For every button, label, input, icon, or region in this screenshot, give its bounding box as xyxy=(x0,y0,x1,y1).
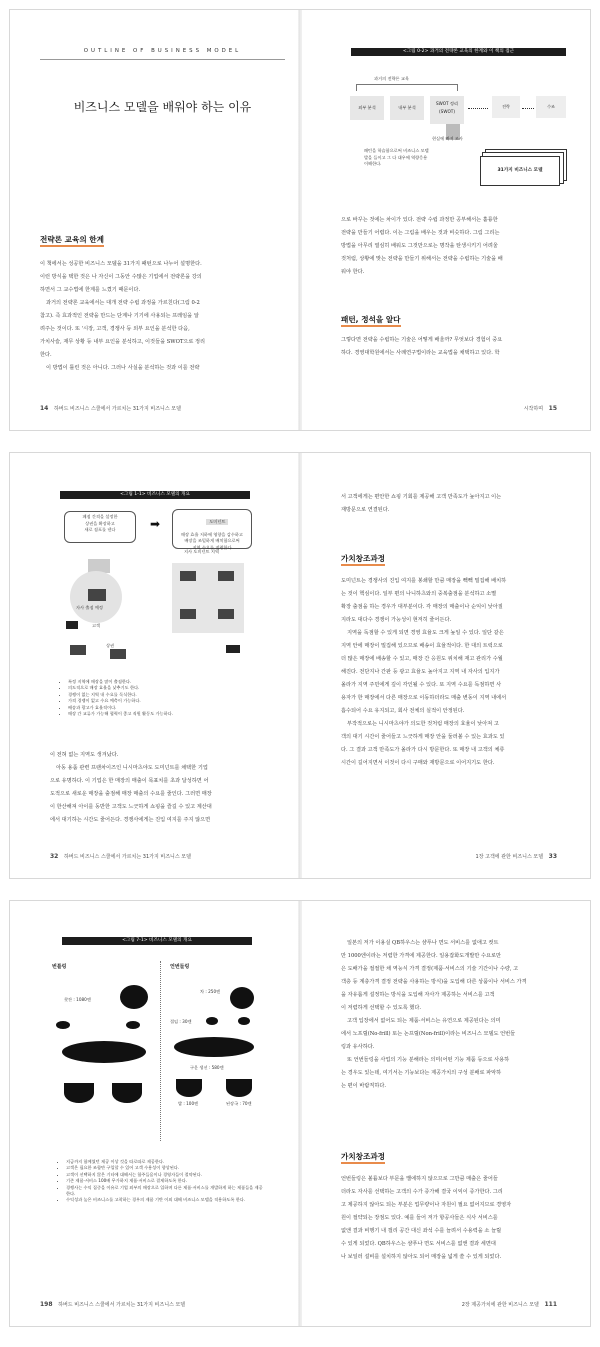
body-line: 지역을 독점할 수 있게 되면 경영 효율도 크게 높일 수 있다. 일단 같은 xyxy=(347,630,504,636)
figure-diagram xyxy=(50,951,260,1151)
body-line: 도적으로 새로운 매장을 출점해 매장 매출의 수요를 줄인다. 그러면 매장 xyxy=(50,791,212,797)
fish-plate-icon xyxy=(174,1037,254,1057)
step-external: 외부 분석 xyxy=(350,96,384,120)
figure-caption xyxy=(60,1159,266,1204)
page-14 xyxy=(10,10,300,430)
caption-item: • 지금까지 함께였던 제공 이상 것을 따로따로 제공한다. xyxy=(66,1159,266,1165)
body-line: 객의 대기 시간이 줄어들고 느긋하게 매장 안을 둘러볼 수 있는 효과도 있 xyxy=(341,734,505,740)
column-label-unbundling: 언번들링 xyxy=(170,964,190,970)
body-line: 이 책에서는 성공한 비즈니스 모델을 31가지 패턴으로 나누어 설명한다. xyxy=(40,261,202,267)
teapot-icon xyxy=(230,987,254,1009)
body-line: 이 저렴하게 선택할 수 있도록 했다. xyxy=(341,1005,422,1011)
body-line: 흡수되어 수요 유지되고, 회사 전체의 실적이 안정된다. xyxy=(341,708,465,714)
soup-bowl-icon xyxy=(226,1079,252,1097)
body-line: 을 자유롭게 설정하는 방식을 도입해 자사가 제공하는 서비스를 고객 xyxy=(341,992,495,998)
footer-title: 하버드 비즈니스 스쿨에서 가르치는 31가지 비즈니스 모델 xyxy=(58,1302,186,1308)
body-line: 지역 안에 매장이 밀집해 있으므로 배송이 효율적이다. 한 대의 트럭으로 xyxy=(341,643,503,649)
map-left xyxy=(64,549,136,667)
map-label: 상권 xyxy=(106,643,115,648)
body-line: 올라가 지역 주민에게 깊이 각인될 수 있다. 또 지역 수요를 독점하면 사 xyxy=(341,682,502,688)
body-line: 이 전혀 없는 지역도 생겨났다. xyxy=(50,752,119,758)
body-line: 한다. xyxy=(40,352,52,358)
body-line: 에서 노프릴(No-frill) 또는 논프릴(Non-frill)이라는 비즈니스 모델도 언번들 xyxy=(341,1031,516,1037)
arrow-right-icon: ➡ xyxy=(150,517,161,531)
truck-icon xyxy=(66,621,78,629)
map-label: 자사 출점 예정 xyxy=(76,605,103,610)
page-number: 15 xyxy=(548,405,557,412)
caption-item: • 고객은 필요한 조합만 구입할 수 있어 고객 수용성이 향상된다. xyxy=(66,1165,266,1171)
footer-title: 1장 고객에 관한 비즈니스 모델 xyxy=(475,854,544,860)
page-footer xyxy=(50,853,191,860)
footer-title: 하버드 비즈니스 스쿨에서 가르치는 31가지 비즈니스 모델 xyxy=(63,854,191,860)
body-line: 도미넌트는 경쟁사의 진입 여지를 봉쇄할 만큼 매장을 빽빽 밀집해 배치하 xyxy=(341,578,507,584)
page-footer xyxy=(524,405,561,412)
body-line: 다. 그 결과 고객 만족도가 올라가 다시 방문한다. 또 매장 내 고객의 체류 xyxy=(341,747,505,753)
page-number: 198 xyxy=(40,1301,53,1308)
caption-item: • 고객이 선택하지 않은 기타에 대해서는 합주들음이나 경영자들이 절약된다. xyxy=(66,1172,266,1178)
price-label: 구운 생선 : 580엔 xyxy=(190,1065,224,1070)
body-line: 링과 유사하다. xyxy=(341,1044,375,1050)
body-line: 없앤 결과 비행기 내 갤리 공간 대신 좌석 수를 늘려서 수용력을 소 늘릴 xyxy=(341,1228,502,1234)
figure-diagram xyxy=(346,62,571,192)
page-15 xyxy=(300,10,591,430)
body-text xyxy=(40,258,285,375)
store-icon xyxy=(110,649,126,659)
bubble-right: 도미넌트 매장 효율 저하에 영향을 감수하고 배장을 조밀하게 배치함으로써 지역 수요를 점령한다 xyxy=(172,509,252,549)
body-line: 부작적으로는 니시마츠야가 의도한 것처럼 매장의 효율이 낮아져 고 xyxy=(347,721,499,727)
body-line: 수 있게 되었다. QB하우스는 샴푸나 면도 서비스를 없앤 결과 세면대 xyxy=(341,1241,496,1247)
body-text xyxy=(341,214,566,279)
caption-item: • 특정 지역에 매장을 많이 출점한다. xyxy=(68,679,258,685)
rice-bowl-icon xyxy=(176,1079,202,1097)
body-line: 더라도 자사를 선택하는 고객의 수가 증가해 결국 이익이 증가한다. 그리 xyxy=(341,1189,503,1195)
price-label: 차 : 250엔 xyxy=(200,989,221,994)
body-line: 이런 방식을 택한 것은 나 자신이 그동안 수많은 기업에서 전략론을 강의 xyxy=(40,274,202,280)
book-spread-1 xyxy=(10,10,590,430)
running-header: OUTLINE OF BUSINESS MODEL xyxy=(83,48,242,54)
body-line: 참고). 즉 효과적인 전략을 만드는 단계나 기기에 사용되는 프레임을 알 xyxy=(40,313,199,319)
store-icon xyxy=(70,645,86,655)
figure-diagram xyxy=(62,505,252,675)
body-text xyxy=(341,575,566,770)
caption-item: • 의도적으로 매장 효율을 낮추기도 한다. xyxy=(68,685,258,691)
page-footer xyxy=(462,1301,561,1308)
body-line: 더 많은 매장에 배송할 수 있고, 매장 간 응원도 위치해 재고 관리가 수월 xyxy=(341,656,503,662)
body-line: 그렇다면 전략을 수립하는 기술은 어떻게 배울까? 무엇보다 경험이 중요 xyxy=(341,337,503,343)
body-line: 은 도배가을 절절한 채 역능식 가격 결정(제품·서비스의 기술 기간이나 수량, 고 xyxy=(341,966,519,972)
diagram-label-top: 과거의 전략론 교육 xyxy=(374,76,410,81)
body-text xyxy=(341,491,566,517)
body-line: 언번들링은 볼륨보다 부문을 밸에하지 않으므로 그만큼 매출은 줄어들 xyxy=(341,1176,498,1182)
body-line: 또 언번들링을 사업의 기능 분해라는 의미(어떤 기능 제품 등으로 사용하 xyxy=(347,1057,510,1063)
diagram-note: 현실에 빠져 조사 xyxy=(432,136,463,141)
page-32 xyxy=(10,453,300,878)
body-line: 이 한산해져 아이를 동반한 고객도 느긋하게 쇼핑을 즐길 수 있고 계산대 xyxy=(50,804,212,810)
section-heading: 전략론 교육의 한계 xyxy=(40,235,104,244)
caption-item: • 배송과 광고가 효율적이다. xyxy=(68,705,258,711)
diagram-bracket xyxy=(356,84,458,91)
side-dish-icon xyxy=(206,1017,218,1025)
rice-bowl-icon xyxy=(64,1083,94,1103)
side-dish-icon xyxy=(126,1021,140,1029)
body-line: 만 1000엔이라는 저렴한 가격에 제공한다. 일용잡화도개발만 수요로만 xyxy=(341,953,502,959)
price-label: 된장국 : 70엔 xyxy=(226,1101,252,1106)
map-label: 고객 xyxy=(92,623,101,628)
body-text xyxy=(341,334,566,360)
page-number: 14 xyxy=(40,405,49,412)
bubble-tag: 도미넌트 xyxy=(206,519,228,526)
caption-item: • 경쟁사는 수익 집중을 이유로 기업 외부의 매장으로 입하며 다른 제품·서비스를 개발하게 하는 제품들을 제공한다. xyxy=(66,1185,266,1198)
patterns-label: 31가지 비즈니스 모델 xyxy=(497,168,543,173)
body-line: 하면서 그 교수법에 한계를 느꼈기 때문이다. xyxy=(40,287,141,293)
figure-caption xyxy=(62,679,258,717)
step-internal: 내부 분석 xyxy=(390,96,424,120)
caption-item: • 기존 제품·서비스 100배 무가하지 제품·서비스로 결제하도록 한다. xyxy=(66,1178,266,1184)
section-heading: 패턴, 정석을 알다 xyxy=(341,315,401,324)
store-icon xyxy=(218,609,234,619)
footer-title: 하버드 비즈니스 스쿨에서 가르치는 31가지 비즈니스 모델 xyxy=(53,406,181,412)
body-text xyxy=(341,1173,566,1264)
caption-item: • 경쟁이 없는 지역 내 수요를 독식한다. xyxy=(68,692,258,698)
column-divider xyxy=(160,961,162,1141)
body-line: 려주는 것이다. 또 '시장, 고객, 경쟁사 등 외부 요인을 분석한 다음, xyxy=(40,326,190,332)
page-198 xyxy=(10,901,300,1326)
column-label-bundling: 번틀링 xyxy=(52,964,67,970)
caption-item: • 가격 경쟁이 없고 수요 예측이 가능하다. xyxy=(68,698,258,704)
store-icon xyxy=(218,571,234,581)
body-line: 하다. 경영대학원에서는 사례연구법이라는 교육법을 채택하고 있다. 학 xyxy=(341,350,500,356)
price-label: 찻잔 : 1080엔 xyxy=(64,997,91,1002)
body-line: 워야 한다. xyxy=(341,269,365,275)
step-result: 수조 xyxy=(536,96,566,118)
body-line: 시간이 길어지면서 이것이 다시 구매와 재방문으로 이어지기도 한다. xyxy=(341,760,495,766)
body-line: 가치사슬, 재무 상황 등 내부 요인을 분석하고, 이것들을 SWOT으로 정리 xyxy=(40,339,206,345)
caption-item: • 매장 간 교류가 가능해 협력이 좋고 직원 활동도 가능하다. xyxy=(68,711,258,717)
figure-title: <그림 1-1> 비즈니스 모델의 개요 xyxy=(60,491,250,499)
body-line: 는 것이 핵심이다. 일부 편의 나니하츠와의 중복출점을 분석하고 소멸 xyxy=(341,591,497,597)
body-line: 에서 대기하는 시간도 줄어든다. 경쟁사에게는 진입 여지를 주지 않으면 xyxy=(50,817,211,823)
store-icon xyxy=(180,609,196,619)
body-line: 지라도 대다수 경쟁이 가능성이 현저히 줄어든다. xyxy=(341,617,452,623)
side-dish-icon xyxy=(238,1017,250,1025)
book-spread-2 xyxy=(10,453,590,878)
figure-title: <그림 7-1> 비즈니스 모델의 개요 xyxy=(62,937,252,945)
body-line: 방법을 아무리 열심히 배워도 그것만으로는 명작을 탄생시키기 어려울 xyxy=(341,243,498,249)
body-line: 는 편이 바람직하다. xyxy=(341,1083,387,1089)
page-title: 비즈니스 모델을 배워야 하는 이유 xyxy=(73,100,252,114)
body-line: 아동 용품 관련 프랜차이즈인 니시마츠야도 도미넌트를 채택한 기업 xyxy=(56,765,208,771)
footer-title: 2장 제공가치에 관한 비즈니스 모델 xyxy=(461,1302,539,1308)
diagram-explanation: 패턴을 학습함으로써 비즈니스 모델 발을 들이고 그 다 대우에 역량응용 이해한다. xyxy=(364,148,429,166)
body-line: 이 방법이 틀린 것은 아니다. 그러나 사실을 분석하는 것과 이를 전략 xyxy=(46,365,200,371)
body-line: 확장 출점을 하는 경우가 대부분이다. 각 매장의 매출이나 순익이 낮아질 xyxy=(341,604,503,610)
bubble-left: 폐점 간격을 설정한 상권을 확장하고 새로 점포를 낸다 xyxy=(64,511,136,543)
body-line: 전략을 만들기 어렵다. 이는 그림을 배우는 것과 비슷하다. 그림 그리는 xyxy=(341,230,500,236)
step-swot: SWOT 정리 (SWOT) xyxy=(430,96,464,124)
body-line: 는 경우도 있는데, 여기서는 기능보다는 제공가치의 구성 분배로 파악하 xyxy=(341,1070,502,1076)
dotted-arrow xyxy=(468,108,488,109)
teapot-icon xyxy=(120,985,148,1009)
caption-item: • 수익성과 높은 비즈니스를 고착하는 경우의 제품 기반 이외 대해 비즈니스 모델을 적용하도록 한다. xyxy=(66,1197,266,1203)
dotted-arrow xyxy=(522,108,534,109)
store-icon xyxy=(180,571,196,581)
page-footer xyxy=(476,853,561,860)
page-number: 111 xyxy=(544,1301,557,1308)
side-dish-icon xyxy=(56,1021,70,1029)
body-line: 일본의 저가 이용실 QB하우스는 샴푸나 면도 서비스를 없애고 컷트 xyxy=(347,940,499,946)
step-strategy: 전략 xyxy=(492,96,520,118)
body-line: 으로 바꾸는 것에는 차이가 있다. 전략 수립 과정만 공부해서는 훌륭한 xyxy=(341,217,498,223)
body-line: 고 제공하지 않아도 되는 부분은 업무량이나 자원이 필요 없어지므로 경영자 xyxy=(341,1202,512,1208)
soup-bowl-icon xyxy=(112,1083,142,1103)
body-line: 재방문으로 연결된다. xyxy=(341,507,390,513)
price-label: 밥 : 100엔 xyxy=(178,1101,199,1106)
page-footer xyxy=(40,1301,185,1308)
page-footer xyxy=(40,405,181,412)
header-rule xyxy=(40,59,285,60)
truck-icon xyxy=(226,645,240,653)
page-111 xyxy=(300,901,591,1326)
body-text xyxy=(50,749,280,827)
page-number: 32 xyxy=(50,853,59,860)
fish-plate-icon xyxy=(62,1041,146,1063)
section-heading: 가치창조과정 xyxy=(341,554,386,563)
price-label: 절임 : 30엔 xyxy=(170,1019,192,1024)
body-line: 으로 유명하다. 이 기업은 한 매장의 매출이 목표치를 초과 달성하면 어 xyxy=(50,778,209,784)
body-line: 용자가 한 매장에서 다른 매장으로 이동하더라도 매출 변동이 지역 내에서 xyxy=(341,695,507,701)
body-line: 것처럼, 상황에 맞는 전략을 만들기 위해서는 전략을 수립하는 기술을 배 xyxy=(341,256,503,262)
map-right xyxy=(170,549,250,667)
page-number: 33 xyxy=(548,853,557,860)
page-33 xyxy=(300,453,591,878)
body-line: 고객 입장에서 없어도 되는 제품·서비스는 유연으로 제공된다는 의미 xyxy=(347,1018,501,1024)
body-line: 나 보일러 설비를 설치하지 않아도 되어 매장을 넓게 쓸 수 있게 되었다. xyxy=(341,1254,502,1260)
body-line: 해진다. 전단지나 간판 등 광고 효율도 높아지고 지역 내 자사의 입지가 xyxy=(341,669,500,675)
body-line: 객층 등 계층가격 결정 전략을 사용하는 방식)을 도입해 다른 상품이나 서비스 가격 xyxy=(341,979,527,985)
book-spread-3 xyxy=(10,901,590,1326)
map-label: 지사 도미넌트 지역 xyxy=(184,549,220,554)
patterns-stack xyxy=(480,156,560,186)
body-line: 원이 절약되는 장점도 있다. 예를 들어 저가 항공사들은 식사 서비스를 xyxy=(341,1215,498,1221)
body-line: 서 고객에게는 편안한 쇼핑 기회를 제공해 고객 만족도가 높아지고 이는 xyxy=(341,494,502,500)
figure-title: <그림 0-2> 과거의 전략론 교육의 한계와 이 책의 접근 xyxy=(351,48,566,56)
body-text xyxy=(341,937,566,1093)
footer-title: 시작하며 xyxy=(523,406,544,412)
body-line: 과거의 전략론 교육에서는 대개 전략 수립 과정을 가르친다(그림 0-2 xyxy=(46,300,200,306)
section-heading: 가치창조과정 xyxy=(341,1152,386,1161)
store-icon xyxy=(88,589,106,601)
